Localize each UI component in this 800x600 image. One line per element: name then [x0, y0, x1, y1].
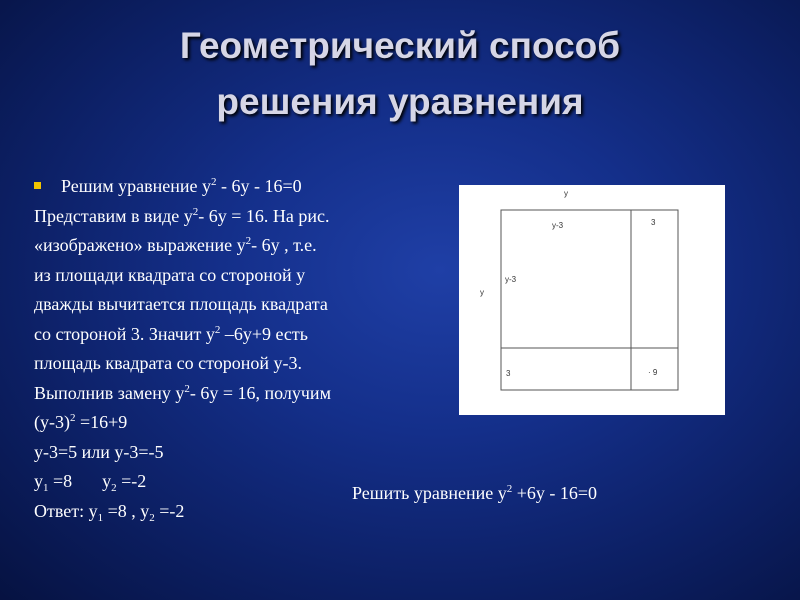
label-right: 3: [651, 218, 656, 227]
slide-title: [0, 18, 800, 130]
text-line-10: y-3=5 или y-3=-5: [34, 441, 164, 462]
label-top-y: y: [564, 189, 568, 198]
text-line-9: $(y-3)^2 =16+9$: [34, 412, 128, 432]
text-line-7: площадь квадрата со стороной y-3.: [34, 353, 302, 373]
text-line-8: Выполнив замену $y^2-$ 6y = 16, получим: [34, 382, 331, 403]
outer-square: [501, 210, 678, 390]
text-line-12: Ответ: $y_1 =8$ , $y_2 =-2$: [34, 500, 185, 524]
exercise-task: Решить уравнение $y^2 +6y - 16=0$: [352, 483, 597, 503]
text-line-6: со стороной 3. Значит $y^2$ –6y+9 есть: [34, 323, 308, 344]
label-inner-top: y-3: [552, 221, 564, 230]
label-corner: · 9: [648, 368, 658, 377]
text-line-11: $y_1 =8$ $y_2 =-2$: [34, 471, 147, 494]
label-left-y: y: [480, 288, 484, 297]
text-line-2: Представим в виде $y^2-$ 6y = 16. На рис.: [34, 205, 330, 226]
square-diagram-svg: [459, 185, 725, 415]
text-line-3: «изображено» выражение $y^2-$ 6y , т.е.: [34, 235, 317, 255]
square-diagram: [459, 185, 725, 415]
bullet-icon: [34, 182, 41, 189]
label-inner-left: y-3: [505, 275, 517, 284]
text-line-5: дважды вычитается площадь квадрата: [34, 294, 328, 314]
title-line-2: решения уравнения: [216, 81, 584, 122]
text-line-4: из площади квадрата со стороной y: [34, 264, 306, 285]
label-bottom: 3: [506, 369, 511, 378]
title-line-1: Геометрический способ: [179, 25, 621, 66]
solution-text: [34, 172, 454, 526]
text-line-1: Решим уравнение $y^2 - 6y - 16=0$: [34, 172, 454, 202]
